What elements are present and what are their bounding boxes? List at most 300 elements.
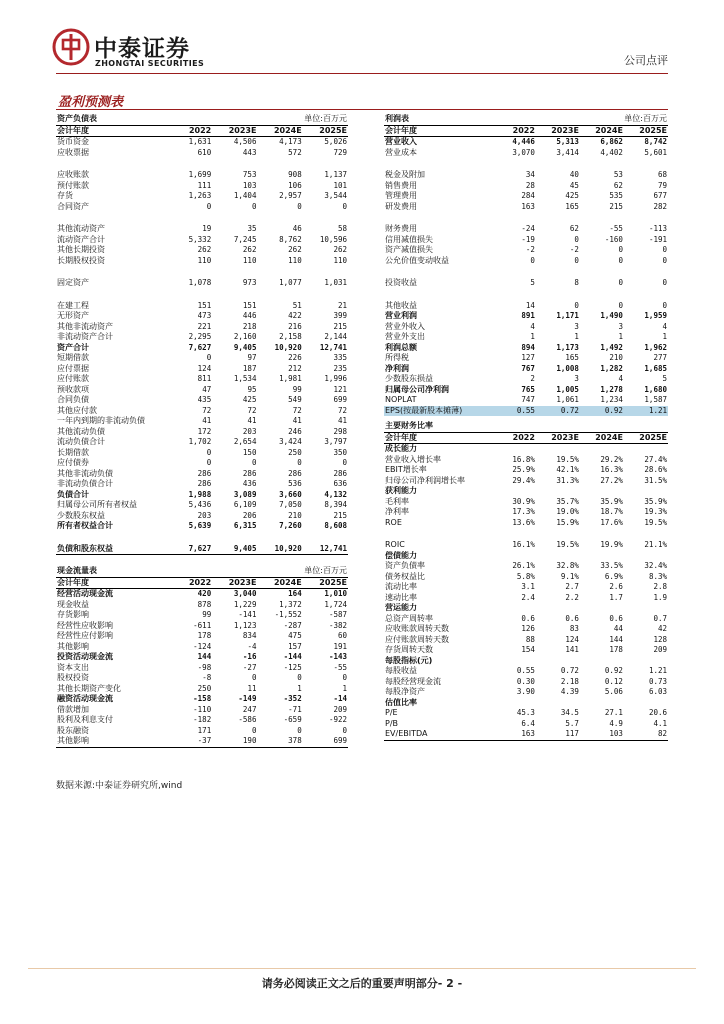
row-value: 8,762: [279, 234, 302, 244]
table-unit: 单位:百万元: [304, 114, 347, 123]
table-row: [56, 736, 348, 747]
row-label: 总资产周转率: [385, 613, 433, 623]
row-value: 31.5%: [644, 475, 667, 485]
row-label: 流动资产合计: [57, 234, 105, 244]
row-label: 股利及利息支付: [57, 715, 113, 724]
row-value: 5: [662, 374, 667, 383]
row-value: 21.1%: [644, 540, 667, 549]
row-label: 信用减值损失: [385, 234, 433, 244]
row-value: 0: [297, 201, 302, 211]
table-header-row: [384, 125, 668, 137]
table-row: [384, 278, 668, 289]
row-value: 0.55: [492, 406, 536, 417]
row-value: 7,627: [167, 544, 212, 555]
row-value: [624, 698, 668, 709]
row-value: 30.9%: [512, 496, 535, 506]
row-value: 1,680: [644, 384, 667, 394]
row-value: 124: [565, 634, 579, 644]
row-value: -149: [238, 694, 257, 703]
row-value: 19.3%: [644, 507, 667, 516]
table-row: [56, 469, 348, 480]
table-row: [384, 677, 668, 688]
row-value: 4,173: [279, 137, 302, 146]
row-value: -160: [604, 234, 623, 244]
table-row: [384, 343, 668, 354]
row-value: 103: [580, 729, 624, 740]
row-value: -287: [283, 620, 302, 630]
row-value: 1,587: [644, 395, 667, 404]
row-label: 净利润: [385, 363, 409, 373]
row-value: 6,315: [233, 521, 257, 530]
balance-sheet-table: [56, 114, 348, 555]
row-value: 834: [242, 631, 257, 640]
row-value: 5,436: [188, 500, 212, 509]
row-value: 17.3%: [512, 507, 535, 516]
row-value: 284: [521, 191, 535, 200]
table-title: 利润表: [385, 114, 409, 123]
section-title: [56, 89, 668, 110]
row-label: 其他长期投资: [57, 245, 105, 254]
table-row: [56, 332, 348, 343]
row-value: 20.6: [648, 708, 667, 717]
row-value: 165: [565, 353, 579, 362]
row-value: 0: [206, 458, 212, 467]
row-label: 每股收益: [385, 666, 417, 675]
income-statement-table: [384, 114, 668, 416]
row-value: 435: [197, 395, 212, 404]
row-value: 163: [521, 201, 535, 211]
row-value: -125: [283, 662, 302, 672]
row-value: -124: [193, 641, 212, 651]
row-value: 549: [288, 395, 302, 404]
row-value: -27: [242, 662, 257, 672]
row-value: -4: [247, 641, 257, 651]
header-year: 2025E: [303, 577, 348, 589]
row-label: 经营性应付影响: [57, 631, 113, 640]
row-value: [536, 486, 580, 497]
row-value: 5.06: [604, 687, 623, 696]
table-row: [56, 170, 348, 181]
row-value: 33.5%: [600, 561, 623, 570]
row-value: 203: [197, 510, 212, 520]
row-label: 融资活动现金流: [57, 694, 113, 703]
row-value: 190: [212, 736, 257, 747]
table-row: [56, 673, 348, 684]
table-row: [384, 624, 668, 635]
row-label: 预收款项: [57, 384, 89, 394]
table-row: [384, 374, 668, 385]
row-label: 营业外支出: [385, 332, 425, 341]
row-value: 677: [653, 191, 667, 200]
row-value: 210: [609, 353, 623, 362]
row-value: 286: [333, 468, 347, 478]
row-value: 286: [242, 468, 257, 478]
row-value: 1,702: [188, 437, 212, 446]
row-value: 40: [569, 170, 579, 179]
row-value: 1,981: [279, 374, 302, 383]
table-row: [384, 455, 668, 466]
row-label: 其他长期资产变化: [57, 683, 121, 693]
row-value: 0: [297, 725, 302, 735]
spacer-cell: [56, 158, 348, 170]
row-value: 2,160: [233, 332, 257, 341]
row-value: 26.1%: [512, 561, 535, 570]
row-value: 17.6%: [600, 517, 623, 527]
row-value: 110: [288, 255, 302, 265]
table-row: [56, 235, 348, 246]
row-label: 借款增加: [57, 704, 89, 714]
row-value: 973: [242, 278, 257, 287]
table-row: [384, 593, 668, 604]
row-value: 1: [662, 332, 667, 341]
footer-divider: [28, 968, 696, 969]
row-value: 4: [530, 321, 535, 331]
row-value: 6,862: [600, 137, 623, 146]
income-grid: [384, 114, 668, 416]
row-value: 9.1%: [560, 571, 579, 581]
row-label: 营运能力: [385, 603, 417, 612]
row-label: 资本支出: [57, 662, 89, 672]
row-value: [624, 551, 668, 562]
row-value: 191: [333, 641, 347, 651]
row-value: 1.9: [653, 592, 667, 602]
row-value: 35.9%: [600, 496, 623, 506]
row-value: 422: [288, 311, 302, 320]
row-value: 0.92: [604, 666, 623, 675]
row-value: 144: [609, 634, 623, 644]
row-value: 2,957: [279, 191, 302, 200]
row-value: 2,144: [324, 332, 347, 341]
document-type: 公司点评: [624, 54, 668, 67]
row-label: 现金收益: [57, 599, 89, 609]
row-value: [492, 698, 536, 709]
row-value: 0.12: [604, 676, 623, 686]
header-year: 2025E: [624, 432, 668, 444]
row-value: 4: [618, 374, 623, 383]
row-value: 150: [242, 447, 257, 457]
table-row: [56, 631, 348, 642]
row-label: ROE: [385, 517, 402, 527]
header-year: 2025E: [624, 125, 668, 137]
row-value: 0: [342, 725, 347, 735]
row-value: 378: [257, 736, 302, 747]
row-label: 长期借款: [57, 447, 89, 457]
row-value: 27.4%: [644, 454, 667, 464]
row-value: 141: [565, 645, 579, 654]
row-value: 83: [569, 624, 579, 633]
row-value: 117: [536, 729, 580, 740]
header-label: 会计年度: [56, 125, 167, 137]
row-value: 1: [297, 683, 302, 693]
row-value: -922: [328, 715, 347, 724]
table-row: [384, 148, 668, 159]
spacer-cell: [56, 266, 348, 278]
table-row: [384, 540, 668, 551]
row-value: 1,263: [188, 191, 212, 200]
row-label: 归母公司净利润增长率: [385, 475, 465, 485]
row-value: [536, 656, 580, 667]
row-label: 其他收益: [385, 300, 417, 310]
row-value: 72: [247, 405, 257, 415]
row-value: -659: [283, 715, 302, 724]
row-label: 偿债能力: [385, 550, 417, 560]
header-year: 2023E: [212, 577, 257, 589]
row-value: 8: [574, 278, 579, 287]
row-value: 247: [242, 704, 257, 714]
row-value: 2,158: [279, 332, 302, 341]
row-value: 699: [333, 395, 347, 404]
row-value: 286: [288, 468, 302, 478]
header-year: 2024E: [580, 432, 624, 444]
row-value: -14: [333, 694, 347, 703]
row-value: 0: [206, 447, 212, 457]
row-value: 5,639: [188, 521, 212, 530]
row-value: 16.8%: [512, 454, 535, 464]
row-value: 535: [609, 191, 623, 200]
row-label: 速动比率: [385, 592, 417, 602]
row-label: 其他流动负债: [57, 426, 105, 436]
section-title-text: 盈利预测表: [58, 95, 124, 110]
row-value: 4.39: [560, 687, 579, 696]
row-label: 利润总额: [385, 342, 417, 352]
row-spacer: [384, 266, 668, 278]
row-value: 218: [242, 321, 257, 331]
row-value: 0: [342, 458, 347, 467]
table-row: [384, 406, 668, 417]
row-value: 19.5%: [556, 540, 579, 549]
row-value: 0: [342, 201, 347, 211]
row-value: 103: [242, 180, 257, 190]
table-row: [384, 476, 668, 487]
row-value: 1,278: [600, 384, 623, 394]
row-label: 短期借款: [57, 353, 89, 362]
table-row: [56, 458, 348, 469]
row-value: 0: [206, 201, 212, 211]
row-label: 应收票据: [57, 147, 89, 157]
row-label: 负债和股东权益: [56, 544, 167, 555]
table-row: [384, 666, 668, 677]
row-value: 1,959: [644, 311, 667, 320]
table-row: [384, 385, 668, 396]
table-row: [384, 656, 668, 667]
row-value: 1.7: [609, 592, 623, 602]
row-value: 127: [521, 353, 535, 362]
header-year: 2022: [167, 125, 212, 137]
header-label: 会计年度: [384, 125, 492, 137]
table-title-row: [384, 114, 668, 125]
row-label: NOPLAT: [385, 395, 417, 404]
row-value: 111: [197, 180, 212, 190]
row-value: 97: [247, 353, 257, 362]
financial-ratios-table: [384, 421, 668, 741]
table-row: [384, 687, 668, 698]
header-label: 会计年度: [384, 432, 492, 444]
row-value: [492, 603, 536, 614]
table-row: [56, 191, 348, 202]
table-title-row: [56, 114, 348, 125]
row-value: 44: [613, 624, 623, 633]
row-value: 82: [624, 729, 668, 740]
row-label: 研发费用: [385, 201, 417, 211]
row-value: 3: [574, 374, 579, 383]
row-label: 其他非流动资产: [57, 321, 113, 331]
row-value: 178: [609, 645, 623, 654]
table-row: [56, 427, 348, 438]
table-unit: [536, 421, 668, 432]
row-value: [580, 603, 624, 614]
row-value: 572: [288, 147, 302, 157]
table-row: [384, 719, 668, 730]
table-row: [384, 444, 668, 455]
row-label: 流动比率: [385, 582, 417, 591]
table-row: [56, 490, 348, 501]
row-value: 209: [333, 704, 347, 714]
table-row: [384, 698, 668, 709]
row-value: 15.9%: [556, 517, 579, 527]
row-value: 215: [609, 201, 623, 211]
row-value: -586: [238, 715, 257, 724]
row-value: 3,414: [556, 147, 579, 157]
row-label: 其他流动资产: [57, 224, 105, 233]
row-value: [624, 603, 668, 614]
row-value: 3: [574, 321, 579, 331]
row-value: 25.9%: [512, 465, 535, 474]
row-value: 6.03: [648, 687, 667, 696]
table-row: [56, 245, 348, 256]
row-value: 41: [292, 416, 302, 425]
row-value: 106: [288, 180, 302, 190]
table-row: [56, 148, 348, 159]
row-value: 1: [342, 683, 347, 693]
row-value: 9,405: [233, 342, 257, 352]
row-value: 10,920: [274, 342, 302, 352]
row-value: 475: [288, 631, 302, 640]
row-value: 5.7: [565, 718, 579, 728]
header-year: 2023E: [536, 125, 580, 137]
header-year: 2023E: [212, 125, 257, 137]
row-value: 7,245: [233, 234, 257, 244]
row-value: 3.90: [516, 687, 535, 696]
row-label: EBIT增长率: [385, 465, 427, 474]
row-value: 1,282: [600, 363, 623, 373]
row-value: 6.9%: [604, 571, 623, 581]
row-value: 165: [565, 201, 579, 211]
row-label: 资产合计: [57, 342, 89, 352]
row-label: 一年内到期的非流动负债: [57, 416, 145, 425]
row-value: 3,797: [324, 437, 347, 446]
row-value: 27.2%: [600, 475, 623, 485]
row-label: P/B: [385, 718, 399, 728]
row-label: 债务权益比: [385, 571, 425, 581]
table-row: [384, 572, 668, 583]
row-value: 765: [521, 384, 535, 394]
row-value: -24: [521, 224, 535, 233]
row-label: 营业利润: [385, 311, 417, 320]
row-value: 34: [525, 170, 535, 179]
row-value: 0: [251, 458, 257, 467]
row-label: 应付账款: [57, 374, 89, 383]
row-value: -8: [202, 673, 212, 682]
table-row: [384, 224, 668, 235]
table-row: [56, 406, 348, 417]
row-value: [492, 486, 536, 497]
row-value: -611: [193, 620, 212, 630]
table-row: [384, 235, 668, 246]
table-unit: 单位:百万元: [304, 566, 347, 575]
row-value: 88: [525, 634, 535, 644]
row-value: 3,040: [233, 589, 257, 598]
row-value: 262: [197, 245, 212, 254]
row-label: 货币资金: [57, 137, 89, 146]
row-value: 8,394: [324, 500, 347, 509]
row-value: 0: [618, 245, 623, 254]
row-spacer: [384, 212, 668, 224]
row-value: 0: [530, 255, 535, 265]
table-row: [56, 705, 348, 716]
row-value: 19.5%: [556, 454, 579, 464]
row-value: -19: [521, 234, 535, 244]
row-value: 0: [662, 245, 667, 254]
row-value: 0: [297, 673, 302, 682]
row-value: 151: [242, 300, 257, 310]
row-value: 0.72: [560, 666, 579, 675]
row-value: 19.9%: [600, 540, 623, 549]
table-row: [384, 181, 668, 192]
row-value: 35.7%: [556, 496, 579, 506]
row-label: EV/EBITDA: [384, 729, 492, 740]
spacer-cell: [384, 158, 668, 170]
row-value: 699: [303, 736, 348, 747]
row-value: 164: [288, 589, 302, 598]
row-label: 投资收益: [385, 278, 417, 287]
row-value: 2.7: [565, 582, 579, 591]
row-value: 1,685: [644, 363, 667, 373]
row-value: [580, 698, 624, 709]
row-value: 262: [288, 245, 302, 254]
row-value: 215: [333, 510, 347, 520]
row-value: [492, 656, 536, 667]
row-value: 5,601: [644, 147, 667, 157]
row-value: 203: [242, 426, 257, 436]
table-row: [384, 603, 668, 614]
table-header-row: [56, 125, 348, 137]
row-value: -16: [242, 652, 257, 661]
table-row: [56, 521, 348, 532]
table-row: [384, 191, 668, 202]
row-value: 6.4: [521, 718, 535, 728]
row-value: 1,490: [600, 311, 623, 320]
row-value: 10,920: [257, 544, 302, 555]
table-row: [56, 364, 348, 375]
table-row: [384, 245, 668, 256]
row-value: 209: [653, 645, 667, 654]
table-row: [56, 395, 348, 406]
row-label: 获利能力: [385, 486, 417, 495]
table-title: 现金流量表: [57, 566, 97, 575]
row-value: 72: [202, 405, 212, 415]
header-year: 2025E: [303, 125, 348, 137]
table-row: [56, 715, 348, 726]
row-value: 753: [242, 170, 257, 179]
row-value: -182: [193, 715, 212, 724]
row-value: 0: [662, 255, 667, 265]
row-value: 0: [297, 458, 302, 467]
row-value: 19.5%: [644, 517, 667, 527]
row-value: 1: [618, 332, 623, 341]
table-row: [384, 311, 668, 322]
row-value: 262: [242, 245, 257, 254]
row-label: 营业收入增长率: [385, 454, 441, 464]
